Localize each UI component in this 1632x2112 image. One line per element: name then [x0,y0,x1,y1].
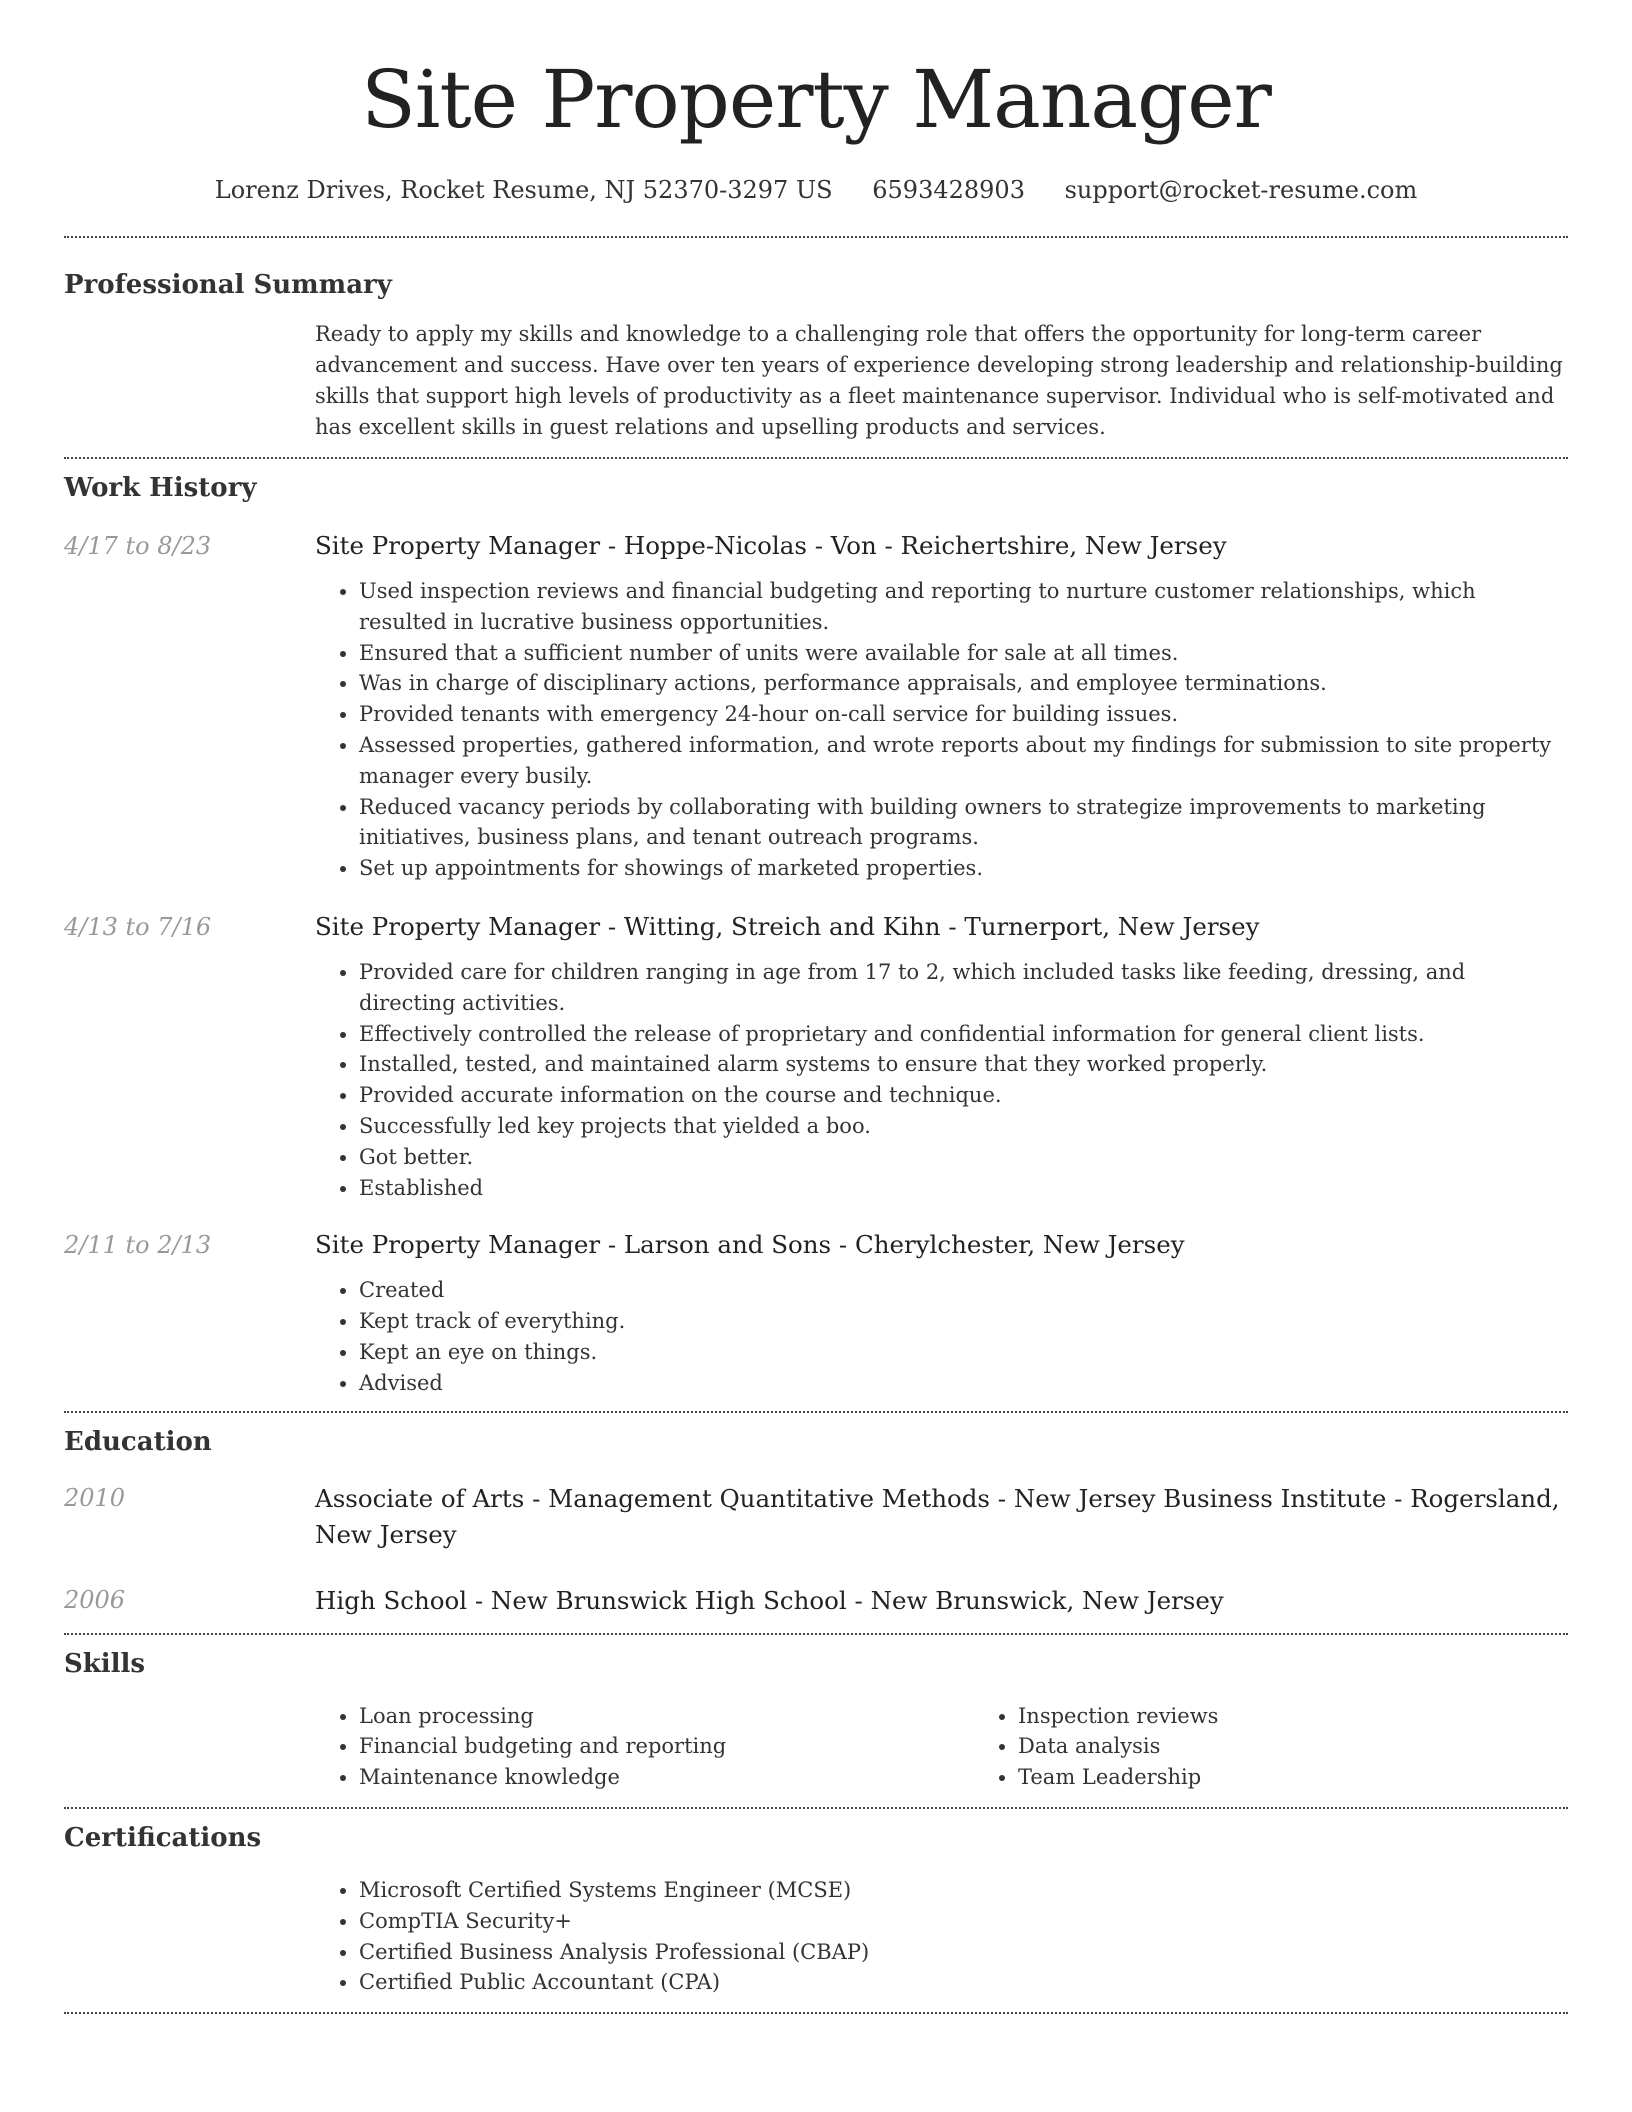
skill-item: • Loan processing [359,1701,974,1732]
certification-item: • Certified Public Accountant (CPA) [359,1967,1568,1998]
skill-item: • Data analysis [1018,1731,1632,1762]
education-degree: High School [315,1585,468,1615]
education-entry [64,1481,1568,1553]
work-history-heading: Work History [64,473,257,503]
section-divider [64,236,1568,238]
education-school: - New Brunswick High School - New Brunswick, New Jersey [467,1585,1224,1615]
skills-section [64,1647,1568,1793]
job-bullet: • Installed, tested, and maintained alarm systems to ensure that they worked properly. [359,1049,1568,1080]
job-bullets [315,1275,1568,1398]
skills-column-2 [974,1701,1632,1793]
job-entry [64,529,1568,884]
education-degree: Associate of Arts - Management Quantitative Methods [315,1483,990,1513]
education-entry [64,1583,1568,1619]
certification-item: • CompTIA Security+ [359,1906,1568,1937]
skills-heading: Skills [64,1648,146,1679]
job-entry [64,1228,1568,1398]
job-bullet: • Provided care for children ranging in age from 17 to 2, which included tasks like feeding, dressing, and directing activities. [359,957,1568,1019]
education-year: 2006 [64,1585,126,1614]
job-bullet: • Kept an eye on things. [359,1337,1568,1368]
candidate-name: Site Property Manager [361,53,1271,146]
job-bullet: • Established [359,1173,1568,1204]
contact-address: Lorenz Drives, Rocket Resume, NJ 52370-3297 US [214,176,833,204]
summary-text: Ready to apply my skills and knowledge to a challenging role that offers the opportunity for long-term career advancement and success. Have over ten years of experience developing strong leadership and relationship-building skills that support high levels of productivity as a fleet maintenance supervisor. Individual who is self-motivated and has excellent skills in guest relations and upselling products and services. [315,322,1563,439]
skill-item: • Maintenance knowledge [359,1762,974,1793]
summary-section [64,268,1568,443]
job-bullets [315,576,1568,884]
job-bullet: • Kept track of everything. [359,1306,1568,1337]
section-divider [64,457,1568,459]
job-bullet: • Reduced vacancy periods by collaborating with building owners to strategize improvements to marketing initiatives, business plans, and tenant outreach programs. [359,792,1568,854]
skill-item: • Financial budgeting and reporting [359,1731,974,1762]
work-history-section [64,471,1568,1399]
job-bullet: • Assessed properties, gathered information, and wrote reports about my findings for submission to site property manager every busily. [359,730,1568,792]
job-bullet: • Got better. [359,1142,1568,1173]
contact-email: support@rocket-resume.com [1064,176,1418,204]
skill-item: • Inspection reviews [1018,1701,1632,1732]
skill-item: • Team Leadership [1018,1762,1632,1793]
certification-item: • Certified Business Analysis Professional (CBAP) [359,1937,1568,1968]
job-bullets [315,957,1568,1203]
job-bullet: • Advised [359,1368,1568,1399]
certifications-section [64,1821,1568,1998]
job-entry [64,910,1568,1203]
job-bullet: • Provided tenants with emergency 24-hour on-call service for building issues. [359,699,1568,730]
job-heading: Site Property Manager - Larson and Sons - Cherylchester, New Jersey [315,1230,1185,1260]
job-dates: 2/11 to 2/13 [64,1231,212,1260]
job-bullet: • Effectively controlled the release of proprietary and confidential information for general client lists. [359,1019,1568,1050]
skills-column-1 [315,1701,974,1793]
job-bullet: • Provided accurate information on the course and technique. [359,1080,1568,1111]
education-heading: Education [64,1426,212,1457]
section-divider [64,2012,1568,2014]
job-bullet: • Created [359,1275,1568,1306]
education-section [64,1425,1568,1619]
job-bullet: • Ensured that a sufficient number of units were available for sale at all times. [359,638,1568,669]
job-heading: Site Property Manager - Witting, Streich and Kihn - Turnerport, New Jersey [315,911,1260,941]
certification-item: • Microsoft Certified Systems Engineer (MCSE) [359,1875,1568,1906]
job-bullet: • Successfully led key projects that yielded a boo. [359,1111,1568,1142]
contact-line [64,174,1568,206]
education-school: - New Jersey Business Institute - Rogersland, New Jersey [315,1483,1560,1549]
job-bullet: • Was in charge of disciplinary actions, performance appraisals, and employee terminations. [359,668,1568,699]
summary-heading: Professional Summary [64,270,392,300]
contact-phone: 6593428903 [872,176,1025,204]
education-year: 2010 [64,1483,126,1512]
job-bullet: • Used inspection reviews and financial budgeting and reporting to nurture customer relationships, which resulted in lucrative business opportunities. [359,576,1568,638]
section-divider [64,1807,1568,1809]
job-dates: 4/13 to 7/16 [64,912,212,941]
job-bullet: • Set up appointments for showings of marketed properties. [359,853,1568,884]
job-heading: Site Property Manager - Hoppe-Nicolas - Von - Reichertshire, New Jersey [315,531,1227,560]
certifications-list [315,1875,1568,1998]
section-divider [64,1411,1568,1413]
education-heading-text [315,1583,1568,1619]
certifications-heading: Certifications [64,1822,262,1853]
education-heading-text [315,1481,1568,1553]
job-dates: 4/17 to 8/23 [64,532,212,560]
section-divider [64,1633,1568,1635]
